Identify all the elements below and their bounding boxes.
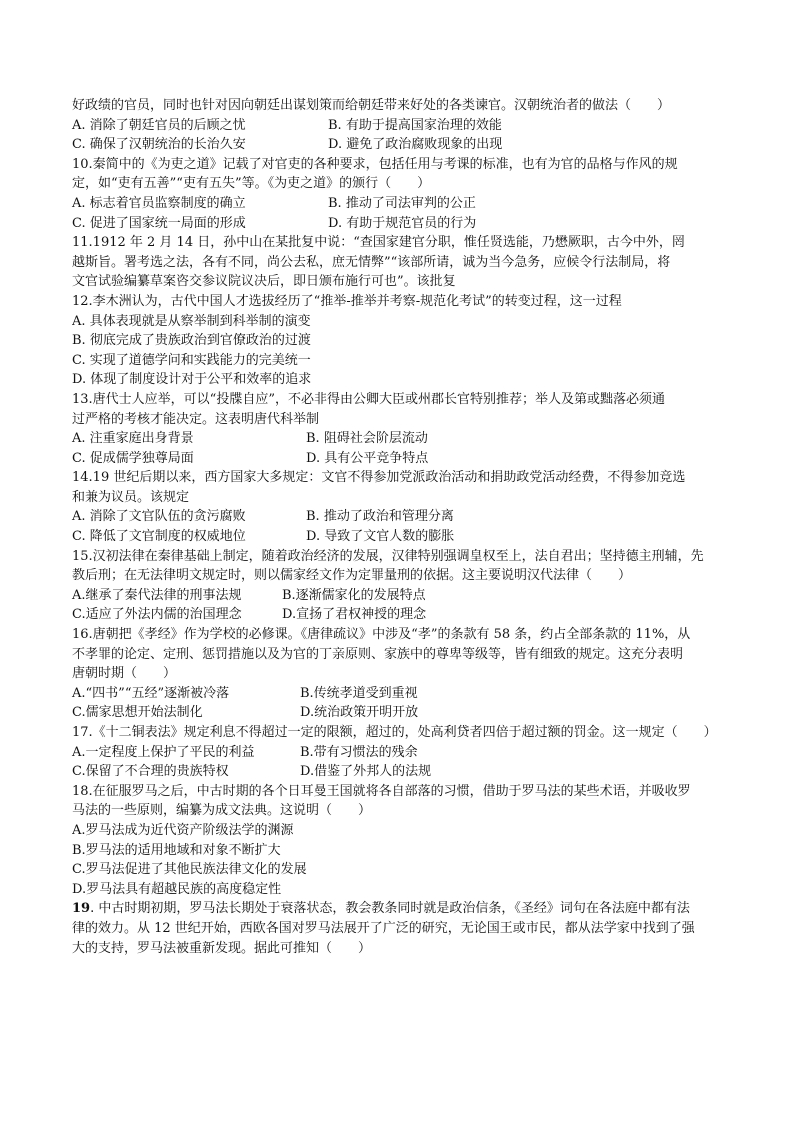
q17-options-row-2	[72, 762, 734, 782]
q15-option-b: B.逐渐儒家化的发展特点	[282, 587, 426, 603]
q13-stem-line-2: 过严格的考核才能决定。这表明唐代科举制	[72, 411, 320, 427]
q18-option-a: A.罗马法成为近代资产阶级法学的渊源	[72, 822, 294, 838]
q18-option-c: C.罗马法促进了其他民族法律文化的发展	[72, 862, 307, 878]
q15-option-d: D.宣扬了君权神授的理念	[282, 607, 427, 623]
q10-stem-line-1: 10.秦简中的《为吏之道》记载了对官吏的各种要求，包括任用与考课的标准，也有为官的品格与作风的规	[72, 156, 678, 172]
q12-stem-line: 12.李木洲认为，古代中国人才选拔经历了“推举-推举并考察-规范化考试”的转变过程，这一过程	[72, 293, 622, 309]
q18-option-b: B.罗马法的适用地域和对象不断扩大	[72, 842, 281, 858]
q12-option-a: A. 具体表现就是从察举制到科举制的演变	[72, 313, 311, 329]
q17-stem-line: 17.《十二铜表法》规定利息不得超过一定的限额，超过的，处高利贷者四倍于超过额的罚金。这一规定（ ）	[72, 725, 717, 740]
q9-options-row-2	[72, 135, 734, 155]
q19-stem-line-2: 律的效力。从 12 世纪开始，西欧各国对罗马法展开了广泛的研究，无论国王或市民，都从法学家中找到了强	[72, 920, 695, 936]
q17-option-c: C.保留了不合理的贵族特权	[72, 764, 229, 780]
q10-options-row-2	[72, 214, 734, 234]
q13-option-b: B. 阻碍社会阶层流动	[306, 431, 428, 447]
q15-stem-line-1: 15.汉初法律在秦律基础上制定，随着政治经济的发展，汉律特别强调皇权至上，法自君出；坚持德主刑辅，先	[72, 548, 704, 564]
q14-stem-line-1: 14.19 世纪后期以来，西方国家大多规定：文官不得参加党派政治活动和捐助政党活动经费，不得参加竞选	[72, 470, 686, 486]
q14-stem-line-2: 和兼为议员。该规定	[72, 489, 190, 505]
q16-stem-line-1: 16.唐朝把《孝经》作为学校的必修课。《唐律疏议》中涉及“孝”的条款有 58 条，约占全部条款的 11%，从	[72, 627, 691, 643]
q10-option-a: A. 标志着官员监察制度的确立	[72, 195, 246, 211]
q15-options-row-2	[72, 605, 734, 625]
q12-option-b: B. 彻底完成了贵族政治到官僚政治的过渡	[72, 333, 311, 349]
q9-options-row-1	[72, 116, 734, 136]
q16-options-row-2	[72, 703, 734, 723]
q16-option-a: A.“四书”“五经”逐渐被冷落	[72, 685, 230, 701]
q12-option-c: C. 实现了道德学问和实践能力的完美统一	[72, 352, 311, 368]
q18-option-d: D.罗马法具有超越民族的高度稳定性	[72, 881, 282, 897]
q15-option-a: A.继承了秦代法律的刑事法规	[72, 587, 242, 603]
q16-option-b: B.传统孝道受到重视	[300, 685, 418, 701]
q13-options-row-2	[72, 449, 734, 469]
q13-option-c: C. 促成儒学独尊局面	[72, 450, 194, 466]
q14-options-row-2	[72, 527, 734, 547]
q16-stem-line-2: 不孝罪的论定、定刑、惩罚措施以及为官的丁亲原则、家族中的尊卑等级等，皆有细致的规定。这充分表明	[72, 646, 684, 662]
q18-stem-line-2: 马法的一些原则，编纂为成文法典。这说明（ ）	[72, 803, 372, 819]
q9-option-a: A. 消除了朝廷官员的后顾之忧	[72, 117, 246, 133]
q11-stem-line-1: 11.1912 年 2 月 14 日，孙中山在某批复中说：“查国家建官分职，惟任贤选能，乃懋厥职，古今中外，罔	[72, 235, 685, 251]
q14-option-b: B. 推动了政治和管理分离	[306, 509, 454, 525]
q9-option-b: B. 有助于提高国家治理的效能	[328, 117, 502, 133]
q15-stem-line-2: 教后刑；在无法律明文规定时，则以儒家经文作为定罪量刑的依据。这主要说明汉代法律（ ）	[72, 568, 632, 584]
q9-option-d: D. 避免了政治腐败现象的出现	[328, 137, 503, 153]
q11-stem-line-2: 越斯旨。署考选之法，各有不同，尚公去私，庶无情弊”“该部所请，诚为当今急务，应候令行法制局，将	[72, 254, 671, 270]
q17-options-row-1	[72, 743, 734, 763]
q16-stem-line-3: 唐朝时期（ ）	[72, 666, 177, 682]
q19-stem-line-1	[72, 899, 734, 919]
q19-number: 19	[72, 901, 91, 917]
q14-option-c: C. 降低了文官制度的权威地位	[72, 529, 246, 545]
q10-option-b: B. 推动了司法审判的公正	[328, 195, 476, 211]
q10-options-row-1	[72, 194, 734, 214]
q14-options-row-1	[72, 507, 734, 527]
q15-option-c: C.适应了外法内儒的治国理念	[72, 607, 242, 623]
q14-option-a: A. 消除了文官队伍的贪污腐败	[72, 509, 246, 525]
q10-option-d: D. 有助于规范官员的行为	[328, 215, 477, 231]
q17-option-a: A.一定程度上保护了平民的利益	[72, 744, 255, 760]
q12-option-d: D. 体现了制度设计对于公平和效率的追求	[72, 372, 312, 388]
q9-option-c: C. 确保了汉朝统治的长治久安	[72, 137, 246, 153]
q18-stem-line-1: 18.在征服罗马之后，中古时期的各个日耳曼王国就将各自部落的习惯，借助于罗马法的某些术语，并吸收罗	[72, 783, 691, 799]
q16-options-row-1	[72, 684, 734, 704]
q19-stem-line-3: 大的支持，罗马法被重新发现。据此可推知（ ）	[72, 940, 372, 956]
q10-stem-line-2: 定，如“吏有五善”“吏有五失”等。《为吏之道》的颁行（ ）	[72, 176, 431, 192]
q16-option-c: C.儒家思想开始法制化	[72, 705, 203, 721]
q9-stem-line: 好政绩的官员，同时也针对因向朝廷出谋划策而给朝廷带来好处的各类谏官。汉朝统治者的做法（ ）	[72, 98, 671, 113]
q17-option-d: D.借鉴了外邦人的法规	[300, 764, 432, 780]
q10-option-c: C. 促进了国家统一局面的形成	[72, 215, 246, 231]
q13-option-d: D. 具有公平竞争特点	[306, 450, 429, 466]
q13-options-row-1	[72, 429, 734, 449]
q19-stem-text: . 中古时期初期，罗马法长期处于衰落状态，教会教条同时就是政治信条，《圣经》词句在各法庭中都有法	[90, 901, 690, 917]
q13-option-a: A. 注重家庭出身背景	[72, 431, 194, 447]
q15-options-row-1	[72, 586, 734, 606]
q13-stem-line-1: 13.唐代士人应举，可以“投牒自应”，不必非得由公卿大臣或州郡长官特别推荐；举人及第或黜落必须通	[72, 391, 665, 407]
q17-option-b: B.带有习惯法的残余	[300, 744, 418, 760]
q16-option-d: D.统治政策开明开放	[300, 705, 419, 721]
q11-stem-line-3: 文官试验编纂草案咨交参议院议决后，即日颁布施行可也”。该批复	[72, 274, 456, 290]
q14-option-d: D. 导致了文官人数的膨胀	[306, 529, 455, 545]
